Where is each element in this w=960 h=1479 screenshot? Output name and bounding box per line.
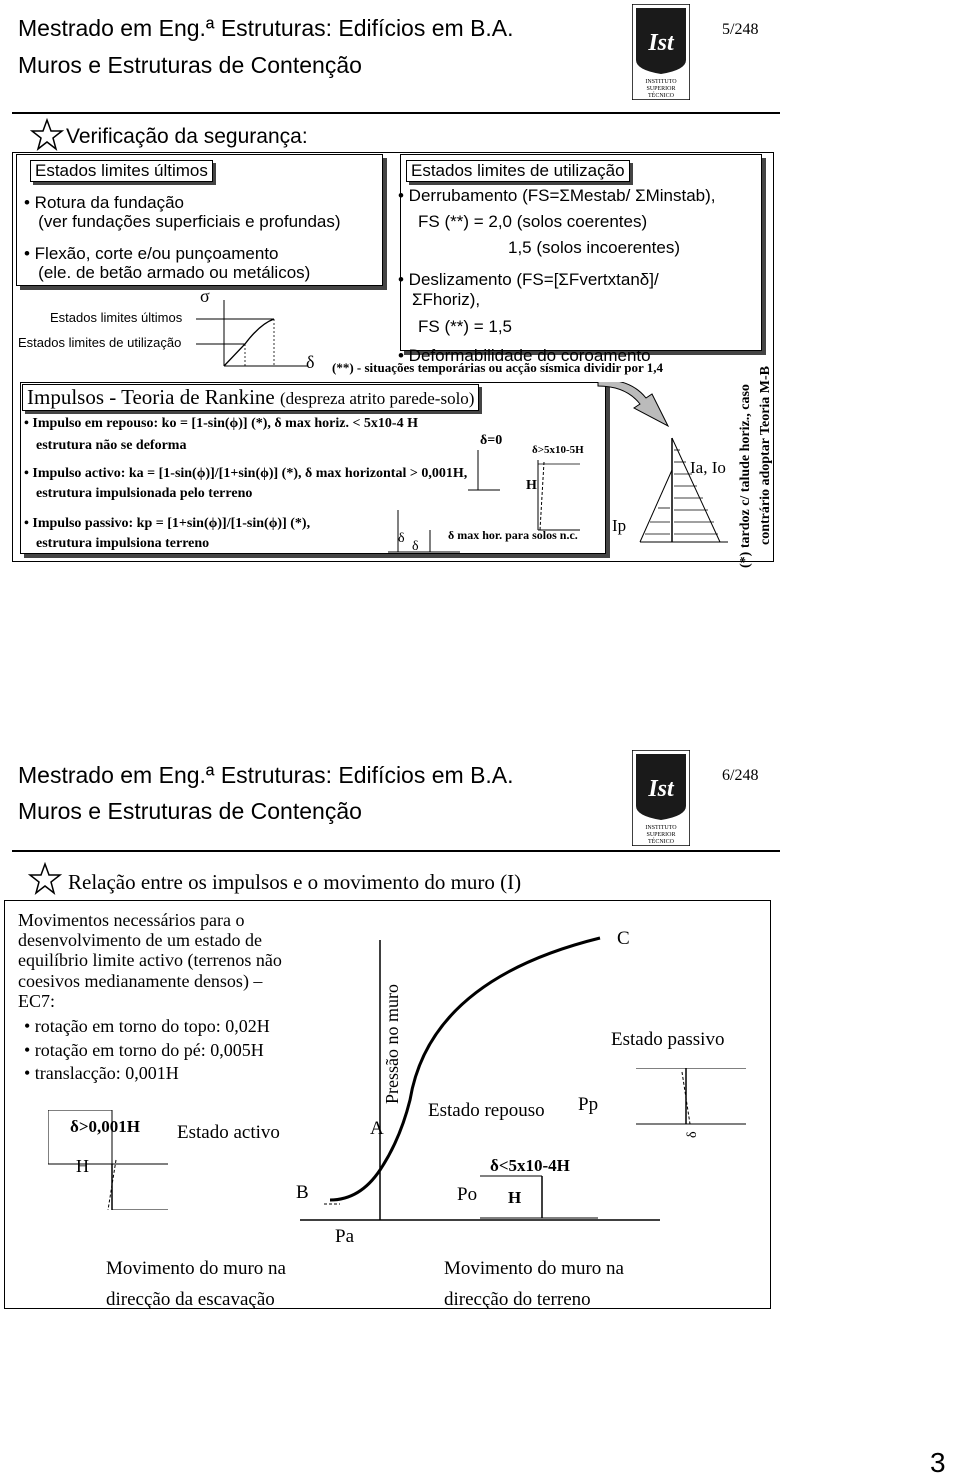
wall-sketches [360,450,600,565]
header-rule [12,112,780,114]
repouso-line-1: • Impulso em repouso: ko = [1-sin(ϕ)] (*), δ max horiz. < 5x10-4 H [24,416,418,431]
y-axis-label: Pressão no muro [382,984,402,1104]
svg-text:δ: δ [412,539,419,554]
sls-title: Estados limites de utilização [406,160,630,182]
logo-text-2: SUPERIOR [646,86,676,92]
passivo-line-2: estrutura impulsiona terreno [36,536,210,551]
side-note-1: (*) tardoz c/ talude horiz., caso [738,384,753,568]
slide5-header-line1: Mestrado em Eng.ª Estruturas: Edifícios em B.A. [18,15,514,41]
graph-label-uls: Estados limites últimos [50,310,183,325]
point-c: C [617,928,630,949]
estado-repouso-label: Estado repouso [428,1100,545,1121]
note-temporary: (**) - situações temporárias ou acção sísmica dividir por 1,4 [332,360,663,375]
sls-line-5: ΣFhoriz), [412,290,481,309]
bullet-2: • rotação em torno do pé: 0,005H [24,1040,264,1060]
side-note-2: contrário adoptar Teoria M-B [758,365,773,545]
activo-line-2: estrutura impulsionada pelo terreno [36,486,253,501]
star-icon-2 [28,862,62,901]
rankine-title: Impulsos - Teoria de Rankine [27,385,275,409]
slide5-page-number: 5/248 [722,21,759,38]
pa-label: Pa [335,1226,354,1247]
sls-line-7: • Deformabilidade do coroamento [398,346,651,365]
h-label-1: H [76,1156,89,1176]
uls-title: Estados limites últimos [30,160,213,182]
passive-wall-sketch [636,1068,746,1153]
uls-item-3: • Flexão, corte e/ou punçoamento [24,244,279,263]
sls-line-2: FS (**) = 2,0 (solos coerentes) [418,212,648,231]
intro-2: desenvolvimento de um estado de [18,930,262,950]
ist-logo [632,4,690,100]
logo-text-3: TÉCNICO [648,93,674,99]
graph-label-sls: Estados limites de utilização [18,335,182,350]
rankine-title-wrap [22,384,479,411]
delta-symbol: δ [306,352,315,372]
svg-text:Ist: Ist [648,776,674,802]
point-a: A [370,1118,384,1139]
svg-text:δ: δ [398,531,405,546]
slide5-section-title: Verificação da segurança: [66,125,308,148]
intro-4: coesivos medianamente densos) – [18,971,263,991]
logo-text-1: INSTITUTO [645,79,677,85]
slide6-header-line2: Muros e Estruturas de Contenção [18,798,362,824]
point-b: B [296,1182,309,1203]
uls-item-1: • Rotura da fundação [24,193,185,212]
intro-5: EC7: [18,991,56,1011]
delta-max-label: δ max hor. para solos n.c. [448,528,578,542]
pp-label: Pp [578,1094,599,1115]
logo-text-3b: TÉCNICO [648,839,674,845]
sheet-page-number: 3 [930,1447,946,1478]
rankine-subtitle: (despreza atrito parede-solo) [280,389,475,408]
svg-text:δ: δ [685,1131,700,1138]
uls-item-2: (ver fundações superficiais e profundas) [24,212,341,231]
h-label-2: H [508,1188,522,1207]
slide5-header-line2: Muros e Estruturas de Contenção [18,52,362,78]
passivo-line-1: • Impulso passivo: kp = [1+sin(ϕ)]/[1-sin(ϕ)] (*), [24,516,311,531]
slide6-section-title: Relação entre os impulsos e o movimento do muro (I) [68,870,522,894]
logo-text-1b: INSTITUTO [645,825,677,831]
rest-wall-sketch [480,1172,600,1227]
sls-line-3: 1,5 (solos incoerentes) [508,238,680,257]
activo-line-1: • Impulso activo: ka = [1-sin(ϕ)]/[1+sin(ϕ)] (*), δ max horizontal > 0,001H, [24,466,468,481]
mov-ter-2: direcção do terreno [444,1289,591,1310]
delta-zero-label: δ=0 [480,433,503,448]
bullet-1: • rotação em torno do topo: 0,02H [24,1016,270,1036]
uls-item-4: (ele. de betão armado ou metálicos) [24,263,311,282]
h-label: H [526,478,537,493]
delta-active-label: δ>0,001H [70,1117,140,1136]
mov-ter-1: Movimento do muro na [444,1258,624,1279]
sls-line-4: • Deslizamento (FS=[ΣFvertxtanδ]/ [398,270,659,289]
repouso-line-2: estrutura não se deforma [36,438,187,453]
mov-esc-1: Movimento do muro na [106,1258,286,1279]
bullet-3: • translacção: 0,001H [24,1063,179,1083]
sls-line-6: FS (**) = 1,5 [418,317,513,336]
intro-3: equilíbrio limite activo (terrenos não [18,950,282,970]
slide6-page-number: 6/248 [722,767,759,784]
estado-passivo-label: Estado passivo [611,1029,725,1050]
po-label: Po [457,1184,478,1205]
intro-1: Movimentos necessários para o [18,910,245,930]
ist-logo-2 [632,750,690,846]
sigma-symbol: σ [200,286,210,306]
delta-rest-label: δ<5x10-4H [490,1156,570,1175]
estado-activo-label: Estado activo [177,1122,280,1143]
logo-text-2b: SUPERIOR [646,832,676,838]
ia-io-label: Ia, Io [690,458,726,477]
wall-pressure-diagram [610,430,730,565]
sls-line-1: • Derrubamento (FS=ΣMestab/ ΣMinstab), [398,186,716,205]
mov-esc-2: direcção da escavação [106,1289,275,1310]
ip-label: Ip [612,516,627,535]
header-rule-2 [12,850,780,852]
slide6-header-line1: Mestrado em Eng.ª Estruturas: Edifícios em B.A. [18,762,514,788]
svg-text:Ist: Ist [648,30,674,56]
delta-5e-5-label: δ>5x10-5H [532,444,584,456]
